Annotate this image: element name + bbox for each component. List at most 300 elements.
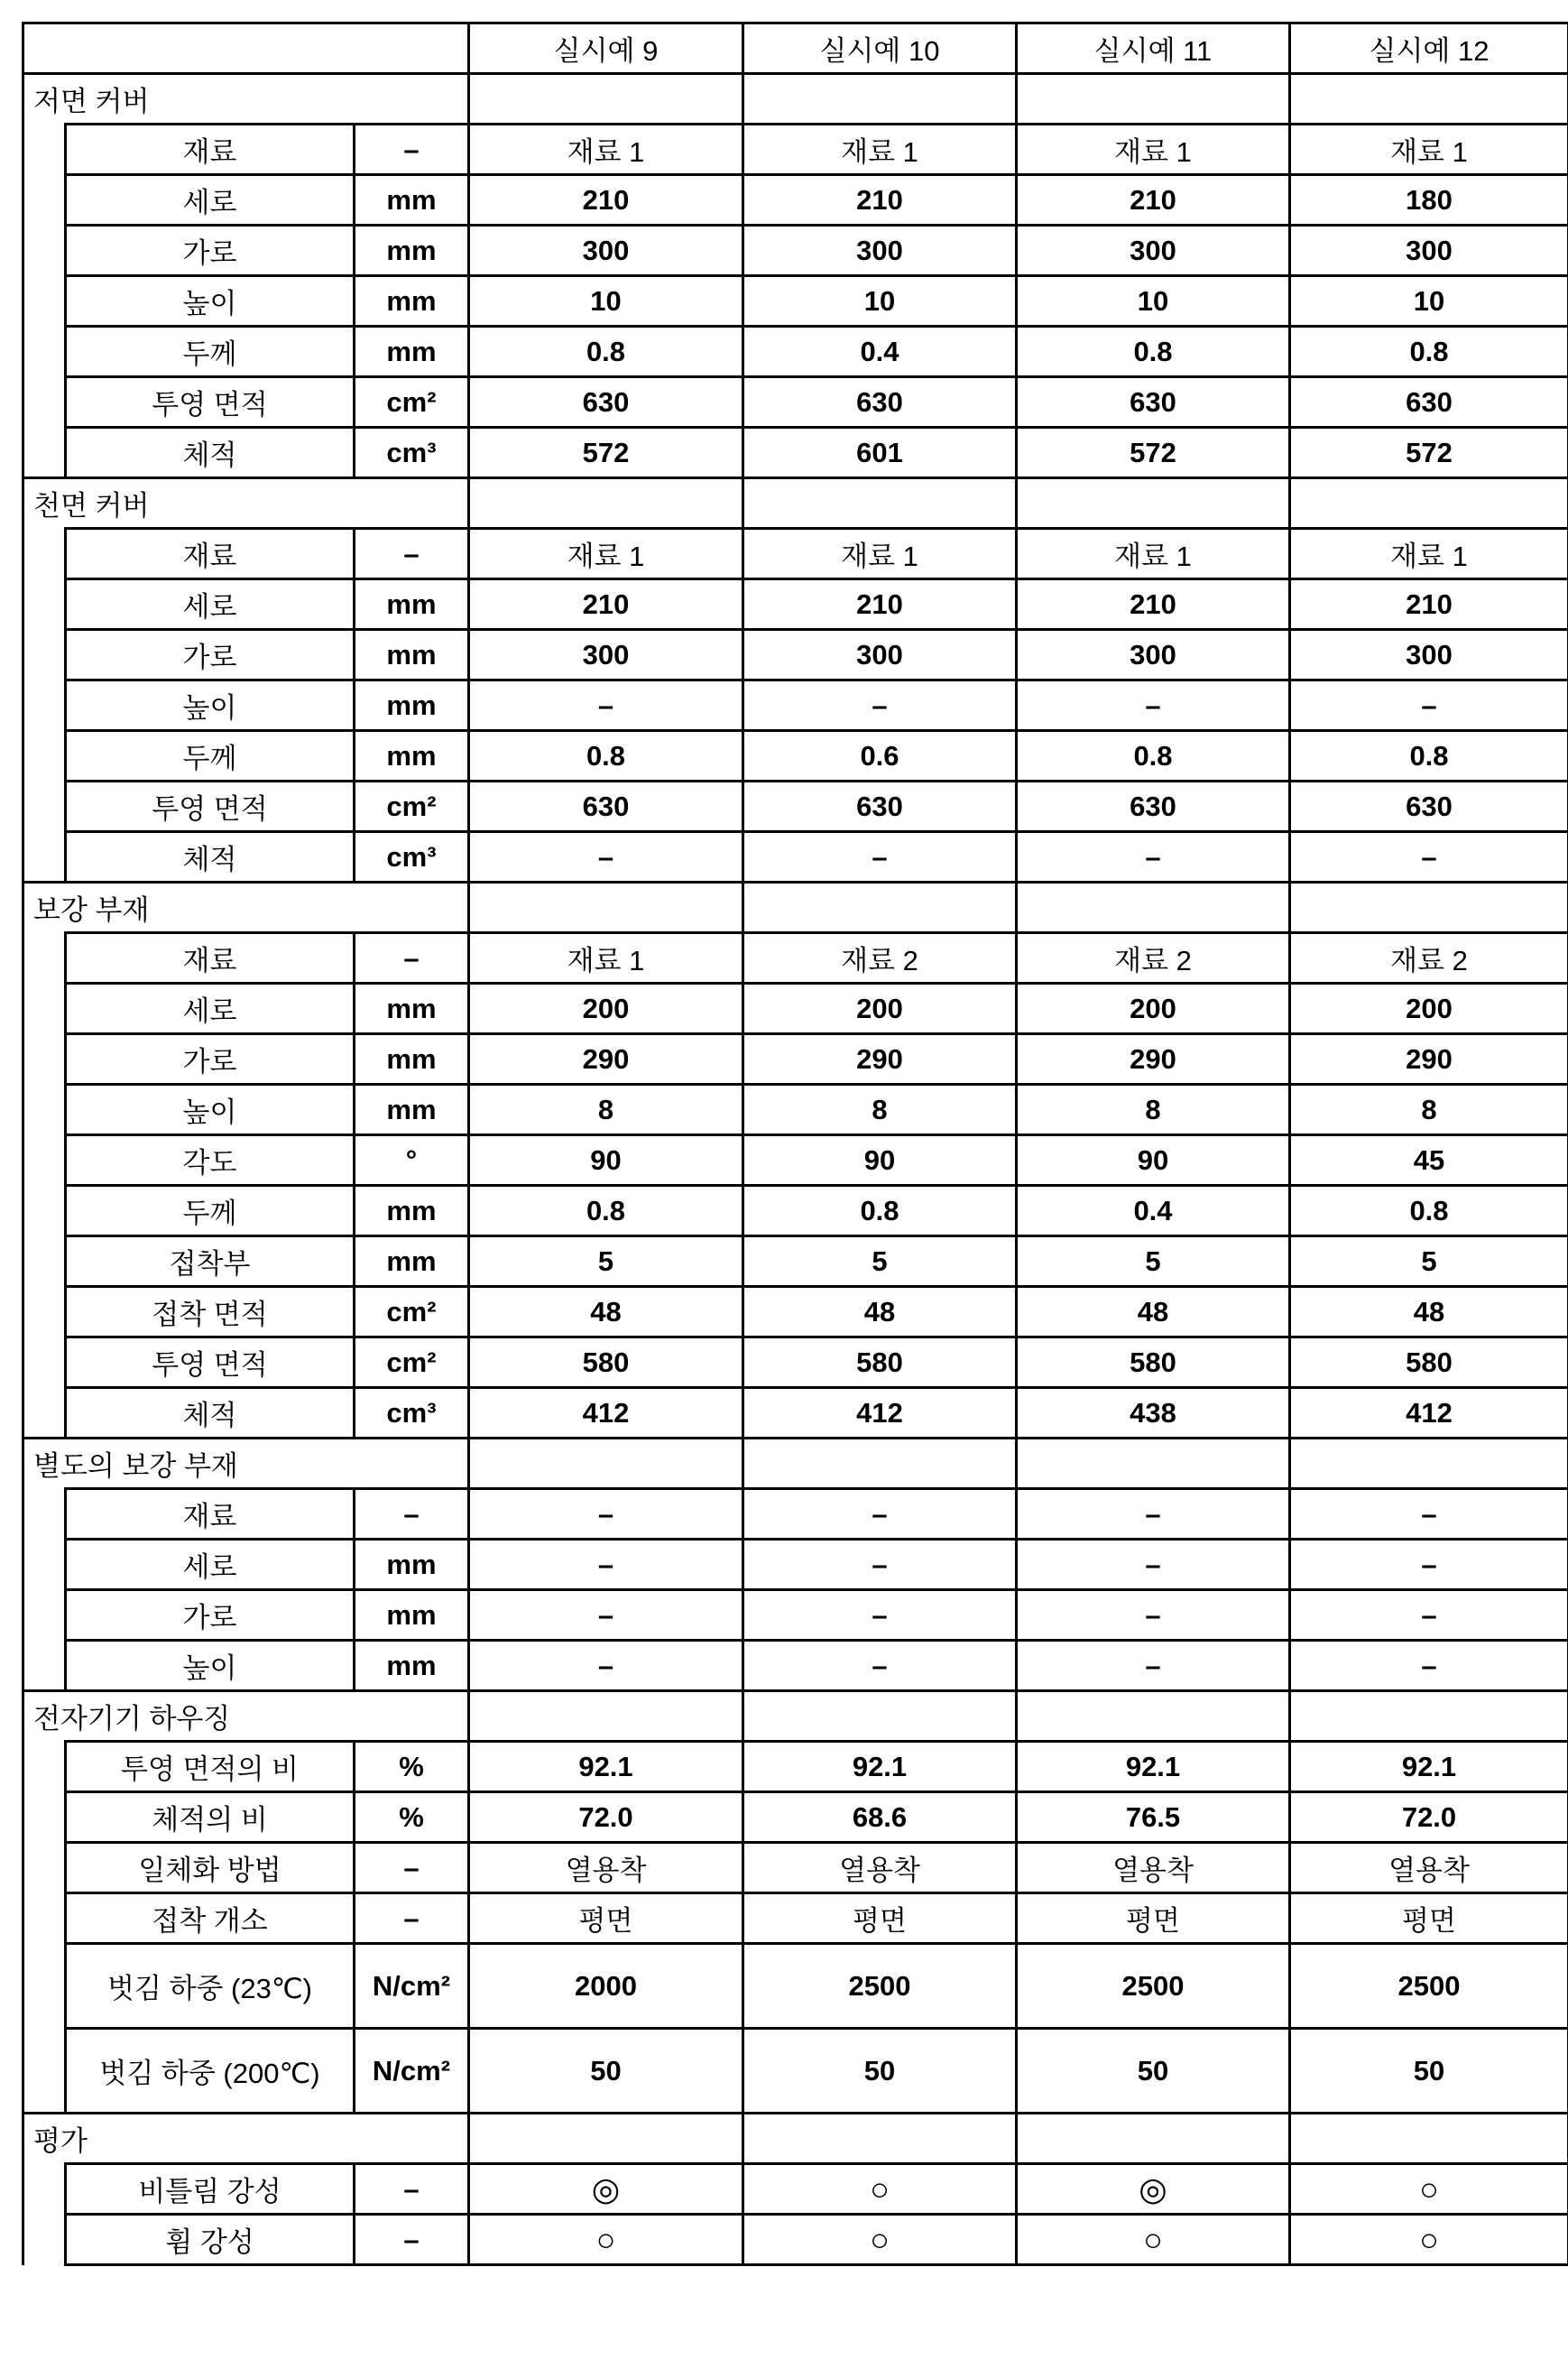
- value-cell: 90: [1017, 1135, 1290, 1186]
- table-row: [23, 984, 1568, 1034]
- empty-cell: [1290, 1691, 1568, 1742]
- rating-symbol: ○: [469, 2215, 743, 2265]
- value-cell: 열용착: [469, 1843, 743, 1893]
- indent-cell: [23, 529, 66, 883]
- value-cell: 열용착: [1017, 1843, 1290, 1893]
- value-cell: 0.8: [1290, 1186, 1568, 1236]
- row-unit: mm: [355, 680, 469, 731]
- spec-table: [22, 22, 1568, 2266]
- row-label: 일체화 방법: [66, 1843, 355, 1893]
- value-cell: 300: [1290, 630, 1568, 680]
- value-cell: 76.5: [1017, 1792, 1290, 1843]
- value-cell: 10: [1017, 276, 1290, 327]
- value-cell: 0.8: [1017, 731, 1290, 782]
- value-cell: 48: [1017, 1287, 1290, 1337]
- value-cell: 5: [743, 1236, 1017, 1287]
- value-cell: 580: [469, 1337, 743, 1388]
- value-cell: 0.8: [469, 731, 743, 782]
- row-label: 휨 강성: [66, 2215, 355, 2265]
- value-cell: –: [1017, 1540, 1290, 1590]
- value-cell: 210: [743, 579, 1017, 630]
- empty-cell: [1017, 2114, 1290, 2164]
- table-row: [23, 377, 1568, 428]
- row-unit: %: [355, 1792, 469, 1843]
- row-unit: –: [355, 125, 469, 175]
- value-cell: 평면: [743, 1893, 1017, 1944]
- row-label: 세로: [66, 1540, 355, 1590]
- value-cell: –: [1290, 1590, 1568, 1641]
- value-cell: 580: [1017, 1337, 1290, 1388]
- indent-cell: [23, 2164, 66, 2265]
- value-cell: 300: [1017, 630, 1290, 680]
- row-unit: cm²: [355, 1337, 469, 1388]
- row-label: 두께: [66, 731, 355, 782]
- table-row: [23, 782, 1568, 832]
- empty-cell: [743, 74, 1017, 125]
- indent-cell: [23, 933, 66, 1439]
- row-unit: cm³: [355, 428, 469, 478]
- value-cell: –: [469, 1540, 743, 1590]
- rating-symbol: ◎: [1017, 2164, 1290, 2215]
- row-unit: –: [355, 933, 469, 984]
- value-cell: –: [743, 1540, 1017, 1590]
- value-cell: 48: [743, 1287, 1017, 1337]
- value-cell: 601: [743, 428, 1017, 478]
- table-row: [23, 226, 1568, 276]
- empty-cell: [1017, 883, 1290, 933]
- row-unit: –: [355, 1843, 469, 1893]
- section-header-row: [23, 883, 1568, 933]
- row-unit: mm: [355, 1085, 469, 1135]
- row-unit: mm: [355, 175, 469, 226]
- empty-cell: [469, 478, 743, 529]
- empty-cell: [469, 74, 743, 125]
- row-label: 재료: [66, 529, 355, 579]
- value-cell: 630: [1290, 782, 1568, 832]
- value-cell: 412: [743, 1388, 1017, 1439]
- empty-cell: [1017, 1439, 1290, 1489]
- value-cell: –: [469, 1590, 743, 1641]
- section-header-row: [23, 1439, 1568, 1489]
- value-cell: 0.8: [1290, 327, 1568, 377]
- empty-cell: [1290, 883, 1568, 933]
- row-unit: mm: [355, 984, 469, 1034]
- row-unit: mm: [355, 226, 469, 276]
- section-title: 전자기기 하우징: [23, 1691, 469, 1742]
- header-row: [23, 23, 1568, 74]
- empty-cell: [1017, 74, 1290, 125]
- value-cell: 0.6: [743, 731, 1017, 782]
- value-cell: 630: [1017, 377, 1290, 428]
- value-cell: 300: [1290, 226, 1568, 276]
- empty-cell: [743, 1439, 1017, 1489]
- value-cell: 290: [743, 1034, 1017, 1085]
- value-cell: 200: [1290, 984, 1568, 1034]
- row-unit: –: [355, 1893, 469, 1944]
- empty-cell: [1017, 478, 1290, 529]
- value-cell: 412: [1290, 1388, 1568, 1439]
- section-title: 별도의 보강 부재: [23, 1439, 469, 1489]
- indent-cell: [23, 125, 66, 478]
- rating-symbol: ◎: [469, 2164, 743, 2215]
- row-unit: mm: [355, 1034, 469, 1085]
- empty-cell: [469, 883, 743, 933]
- value-cell: 재료 1: [743, 529, 1017, 579]
- value-cell: 열용착: [1290, 1843, 1568, 1893]
- column-header: 실시예 10: [743, 23, 1017, 74]
- row-label: 체적: [66, 1388, 355, 1439]
- row-unit: mm: [355, 630, 469, 680]
- column-header: 실시예 12: [1290, 23, 1568, 74]
- empty-cell: [469, 1691, 743, 1742]
- value-cell: 300: [743, 630, 1017, 680]
- value-cell: 재료 2: [743, 933, 1017, 984]
- table-row: [23, 832, 1568, 883]
- row-label: 투영 면적: [66, 782, 355, 832]
- table-row: [23, 1287, 1568, 1337]
- corner-cell: [23, 23, 469, 74]
- row-label: 체적: [66, 832, 355, 883]
- row-label: 두께: [66, 1186, 355, 1236]
- value-cell: 8: [743, 1085, 1017, 1135]
- value-cell: 290: [469, 1034, 743, 1085]
- value-cell: 5: [469, 1236, 743, 1287]
- table-row: [23, 1590, 1568, 1641]
- value-cell: –: [1017, 832, 1290, 883]
- value-cell: 2500: [743, 1944, 1017, 2029]
- value-cell: 0.4: [1017, 1186, 1290, 1236]
- value-cell: 90: [469, 1135, 743, 1186]
- rating-symbol: ○: [1290, 2215, 1568, 2265]
- table-row: [23, 1641, 1568, 1691]
- value-cell: 630: [743, 782, 1017, 832]
- row-unit: mm: [355, 1236, 469, 1287]
- value-cell: 300: [743, 226, 1017, 276]
- value-cell: 300: [469, 630, 743, 680]
- value-cell: 300: [469, 226, 743, 276]
- table-row: [23, 579, 1568, 630]
- value-cell: 0.8: [1290, 731, 1568, 782]
- table-row: [23, 1085, 1568, 1135]
- table-row: [23, 175, 1568, 226]
- value-cell: –: [743, 1489, 1017, 1540]
- empty-cell: [743, 883, 1017, 933]
- value-cell: –: [469, 832, 743, 883]
- row-unit: cm²: [355, 782, 469, 832]
- value-cell: 열용착: [743, 1843, 1017, 1893]
- value-cell: 438: [1017, 1388, 1290, 1439]
- value-cell: 10: [469, 276, 743, 327]
- row-unit: cm³: [355, 832, 469, 883]
- value-cell: 재료 1: [469, 529, 743, 579]
- value-cell: 290: [1017, 1034, 1290, 1085]
- value-cell: 5: [1290, 1236, 1568, 1287]
- row-unit: –: [355, 1489, 469, 1540]
- value-cell: 재료 1: [1290, 529, 1568, 579]
- value-cell: 50: [1017, 2029, 1290, 2114]
- value-cell: –: [469, 1641, 743, 1691]
- row-label: 가로: [66, 1034, 355, 1085]
- value-cell: 572: [1017, 428, 1290, 478]
- value-cell: 10: [743, 276, 1017, 327]
- value-cell: 200: [1017, 984, 1290, 1034]
- row-unit: N/cm²: [355, 1944, 469, 2029]
- table-row: [23, 1388, 1568, 1439]
- table-row: [23, 1742, 1568, 1792]
- value-cell: 572: [1290, 428, 1568, 478]
- value-cell: 0.8: [1017, 327, 1290, 377]
- row-unit: –: [355, 2215, 469, 2265]
- section-title: 저면 커버: [23, 74, 469, 125]
- value-cell: –: [1290, 832, 1568, 883]
- value-cell: 평면: [469, 1893, 743, 1944]
- row-label: 높이: [66, 1085, 355, 1135]
- table-row: [23, 327, 1568, 377]
- empty-cell: [743, 2114, 1017, 2164]
- value-cell: 210: [469, 579, 743, 630]
- row-label: 벗김 하중 (200℃): [66, 2029, 355, 2114]
- value-cell: –: [1290, 1641, 1568, 1691]
- value-cell: 92.1: [743, 1742, 1017, 1792]
- table-row: [23, 1236, 1568, 1287]
- section-header-row: [23, 1691, 1568, 1742]
- row-label: 투영 면적: [66, 1337, 355, 1388]
- value-cell: 580: [743, 1337, 1017, 1388]
- indent-cell: [23, 1489, 66, 1691]
- row-unit: °: [355, 1135, 469, 1186]
- row-label: 가로: [66, 630, 355, 680]
- row-label: 높이: [66, 1641, 355, 1691]
- value-cell: 48: [1290, 1287, 1568, 1337]
- row-unit: cm³: [355, 1388, 469, 1439]
- value-cell: 평면: [1017, 1893, 1290, 1944]
- table-row: [23, 1489, 1568, 1540]
- row-unit: mm: [355, 1641, 469, 1691]
- value-cell: 92.1: [1290, 1742, 1568, 1792]
- row-unit: –: [355, 2164, 469, 2215]
- value-cell: 2000: [469, 1944, 743, 2029]
- row-unit: mm: [355, 1540, 469, 1590]
- value-cell: 5: [1017, 1236, 1290, 1287]
- value-cell: 210: [1017, 579, 1290, 630]
- value-cell: 48: [469, 1287, 743, 1337]
- value-cell: –: [1290, 1540, 1568, 1590]
- empty-cell: [469, 1439, 743, 1489]
- table-row: [23, 1540, 1568, 1590]
- row-unit: cm²: [355, 377, 469, 428]
- value-cell: 90: [743, 1135, 1017, 1186]
- value-cell: 2500: [1290, 1944, 1568, 2029]
- row-label: 높이: [66, 276, 355, 327]
- value-cell: 92.1: [469, 1742, 743, 1792]
- empty-cell: [743, 478, 1017, 529]
- value-cell: –: [1017, 1489, 1290, 1540]
- value-cell: 평면: [1290, 1893, 1568, 1944]
- row-label: 비틀림 강성: [66, 2164, 355, 2215]
- value-cell: 210: [743, 175, 1017, 226]
- value-cell: 재료 1: [743, 125, 1017, 175]
- section-title: 천면 커버: [23, 478, 469, 529]
- row-label: 재료: [66, 933, 355, 984]
- table-row: [23, 933, 1568, 984]
- value-cell: 412: [469, 1388, 743, 1439]
- value-cell: 630: [1290, 377, 1568, 428]
- row-label: 세로: [66, 579, 355, 630]
- value-cell: –: [1017, 1641, 1290, 1691]
- row-unit: mm: [355, 1590, 469, 1641]
- value-cell: 72.0: [469, 1792, 743, 1843]
- value-cell: 210: [1017, 175, 1290, 226]
- rating-symbol: ○: [743, 2215, 1017, 2265]
- value-cell: 재료 2: [1017, 933, 1290, 984]
- table-row: [23, 731, 1568, 782]
- value-cell: –: [1017, 680, 1290, 731]
- value-cell: 재료 2: [1290, 933, 1568, 984]
- value-cell: 8: [1290, 1085, 1568, 1135]
- value-cell: 재료 1: [469, 125, 743, 175]
- empty-cell: [1290, 1439, 1568, 1489]
- row-unit: –: [355, 529, 469, 579]
- empty-cell: [743, 1691, 1017, 1742]
- row-label: 접착 면적: [66, 1287, 355, 1337]
- table-row: [23, 125, 1568, 175]
- row-label: 접착 개소: [66, 1893, 355, 1944]
- row-label: 두께: [66, 327, 355, 377]
- row-unit: mm: [355, 579, 469, 630]
- table-row: [23, 1337, 1568, 1388]
- value-cell: –: [743, 680, 1017, 731]
- value-cell: 재료 1: [1017, 529, 1290, 579]
- row-unit: mm: [355, 276, 469, 327]
- table-row: [23, 1186, 1568, 1236]
- value-cell: 10: [1290, 276, 1568, 327]
- value-cell: 2500: [1017, 1944, 1290, 2029]
- empty-cell: [469, 2114, 743, 2164]
- section-header-row: [23, 2114, 1568, 2164]
- table-row: [23, 680, 1568, 731]
- table-row: [23, 2029, 1568, 2114]
- table-row: [23, 630, 1568, 680]
- table-row: [23, 1792, 1568, 1843]
- value-cell: 92.1: [1017, 1742, 1290, 1792]
- row-label: 세로: [66, 175, 355, 226]
- row-unit: mm: [355, 327, 469, 377]
- value-cell: –: [1290, 680, 1568, 731]
- value-cell: 0.8: [469, 327, 743, 377]
- row-label: 세로: [66, 984, 355, 1034]
- value-cell: 45: [1290, 1135, 1568, 1186]
- value-cell: 0.4: [743, 327, 1017, 377]
- rating-symbol: ○: [1017, 2215, 1290, 2265]
- value-cell: 180: [1290, 175, 1568, 226]
- rating-symbol: ○: [743, 2164, 1017, 2215]
- section-header-row: [23, 478, 1568, 529]
- value-cell: –: [1290, 1489, 1568, 1540]
- row-label: 가로: [66, 1590, 355, 1641]
- row-unit: mm: [355, 731, 469, 782]
- row-label: 벗김 하중 (23℃): [66, 1944, 355, 2029]
- value-cell: 572: [469, 428, 743, 478]
- table-row: [23, 276, 1568, 327]
- value-cell: 재료 1: [469, 933, 743, 984]
- value-cell: 8: [469, 1085, 743, 1135]
- value-cell: 200: [469, 984, 743, 1034]
- row-label: 가로: [66, 226, 355, 276]
- rating-symbol: ○: [1290, 2164, 1568, 2215]
- value-cell: 50: [743, 2029, 1017, 2114]
- value-cell: –: [743, 1590, 1017, 1641]
- value-cell: 630: [1017, 782, 1290, 832]
- row-label: 재료: [66, 1489, 355, 1540]
- value-cell: 8: [1017, 1085, 1290, 1135]
- column-header: 실시예 11: [1017, 23, 1290, 74]
- table-row: [23, 1893, 1568, 1944]
- table-row: [23, 1944, 1568, 2029]
- row-label: 체적: [66, 428, 355, 478]
- row-unit: N/cm²: [355, 2029, 469, 2114]
- value-cell: 630: [743, 377, 1017, 428]
- table-row: [23, 1135, 1568, 1186]
- section-title: 보강 부재: [23, 883, 469, 933]
- value-cell: 68.6: [743, 1792, 1017, 1843]
- section-header-row: [23, 74, 1568, 125]
- empty-cell: [1017, 1691, 1290, 1742]
- value-cell: 0.8: [743, 1186, 1017, 1236]
- empty-cell: [1290, 2114, 1568, 2164]
- value-cell: –: [743, 1641, 1017, 1691]
- value-cell: –: [743, 832, 1017, 883]
- value-cell: 72.0: [1290, 1792, 1568, 1843]
- row-label: 투영 면적: [66, 377, 355, 428]
- value-cell: –: [469, 680, 743, 731]
- row-label: 높이: [66, 680, 355, 731]
- table-row: [23, 1034, 1568, 1085]
- row-label: 접착부: [66, 1236, 355, 1287]
- empty-cell: [1290, 478, 1568, 529]
- row-label: 재료: [66, 125, 355, 175]
- table-row: [23, 428, 1568, 478]
- row-label: 각도: [66, 1135, 355, 1186]
- value-cell: 200: [743, 984, 1017, 1034]
- indent-cell: [23, 1742, 66, 2114]
- table-row: [23, 529, 1568, 579]
- value-cell: –: [469, 1489, 743, 1540]
- row-unit: %: [355, 1742, 469, 1792]
- value-cell: 210: [1290, 579, 1568, 630]
- value-cell: 0.8: [469, 1186, 743, 1236]
- row-label: 투영 면적의 비: [66, 1742, 355, 1792]
- value-cell: –: [1017, 1590, 1290, 1641]
- row-unit: cm²: [355, 1287, 469, 1337]
- value-cell: 300: [1017, 226, 1290, 276]
- value-cell: 50: [469, 2029, 743, 2114]
- value-cell: 재료 1: [1017, 125, 1290, 175]
- table-row: [23, 2164, 1568, 2215]
- value-cell: 630: [469, 377, 743, 428]
- table-row: [23, 1843, 1568, 1893]
- value-cell: 210: [469, 175, 743, 226]
- row-label: 체적의 비: [66, 1792, 355, 1843]
- value-cell: 재료 1: [1290, 125, 1568, 175]
- value-cell: 580: [1290, 1337, 1568, 1388]
- value-cell: 290: [1290, 1034, 1568, 1085]
- value-cell: 50: [1290, 2029, 1568, 2114]
- row-unit: mm: [355, 1186, 469, 1236]
- table-row: [23, 2215, 1568, 2265]
- section-title: 평가: [23, 2114, 469, 2164]
- value-cell: 630: [469, 782, 743, 832]
- column-header: 실시예 9: [469, 23, 743, 74]
